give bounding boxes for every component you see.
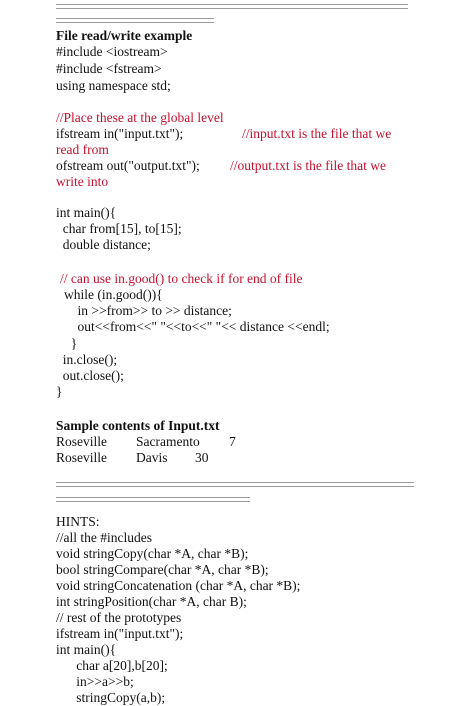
hint-line: int main(){: [56, 642, 117, 657]
code-line: }: [56, 384, 63, 399]
hint-line: ifstream in("input.txt");: [56, 626, 184, 641]
hint-line: in>>a>>b;: [56, 674, 134, 689]
sample-cell: 30: [195, 450, 209, 465]
code-line: }: [64, 336, 78, 351]
code-comment: //input.txt is the file that we: [242, 126, 392, 141]
hint-line: void stringConcatenation (char *A, char *B);: [56, 578, 301, 593]
hint-line: char a[20],b[20];: [56, 658, 168, 673]
sample-cell: Roseville: [56, 434, 107, 449]
sample-cell: Roseville: [56, 450, 107, 465]
code-line: #include <fstream>: [56, 61, 162, 76]
code-line: ofstream out("output.txt");: [56, 158, 200, 173]
code-line: out<<from<<" "<<to<<" "<< distance <<endl;: [64, 319, 330, 334]
mid-rule-short: [56, 497, 250, 502]
mid-rule: [56, 482, 414, 487]
code-line: using namespace std;: [56, 78, 171, 93]
hint-line: bool stringCompare(char *A, char *B);: [56, 562, 269, 577]
sample-title: Sample contents of Input.txt: [56, 418, 220, 433]
hint-line: stringCopy(a,b);: [56, 690, 166, 705]
section-title: File read/write example: [56, 28, 193, 43]
hints-title: HINTS:: [56, 514, 100, 529]
sample-cell: Davis: [136, 450, 168, 465]
top-rule-short: [56, 18, 214, 23]
code-comment: // can use in.good() to check if for end of file: [60, 271, 303, 286]
code-comment: write into: [56, 174, 109, 189]
code-comment: read from: [56, 142, 109, 157]
code-line: double distance;: [56, 237, 151, 252]
code-line: ifstream in("input.txt");: [56, 126, 184, 141]
code-comment: //output.txt is the file that we: [230, 158, 386, 173]
sample-cell: Sacramento: [136, 434, 200, 449]
code-line: char from[15], to[15];: [56, 221, 182, 236]
code-line: in >>from>> to >> distance;: [64, 303, 232, 318]
sample-cell: 7: [229, 434, 236, 449]
hint-line: //all the #includes: [56, 530, 152, 545]
top-rule: [56, 4, 408, 9]
code-line: int main(){: [56, 205, 117, 220]
code-line: out.close();: [56, 368, 124, 383]
code-line: while (in.good()){: [64, 287, 163, 302]
hint-line: void stringCopy(char *A, char *B);: [56, 546, 249, 561]
code-line: #include <iostream>: [56, 44, 168, 59]
hint-line: int stringPosition(char *A, char B);: [56, 594, 247, 609]
code-comment: //Place these at the global level: [56, 110, 224, 125]
hint-line: // rest of the prototypes: [56, 610, 182, 625]
code-line: in.close();: [56, 352, 118, 367]
